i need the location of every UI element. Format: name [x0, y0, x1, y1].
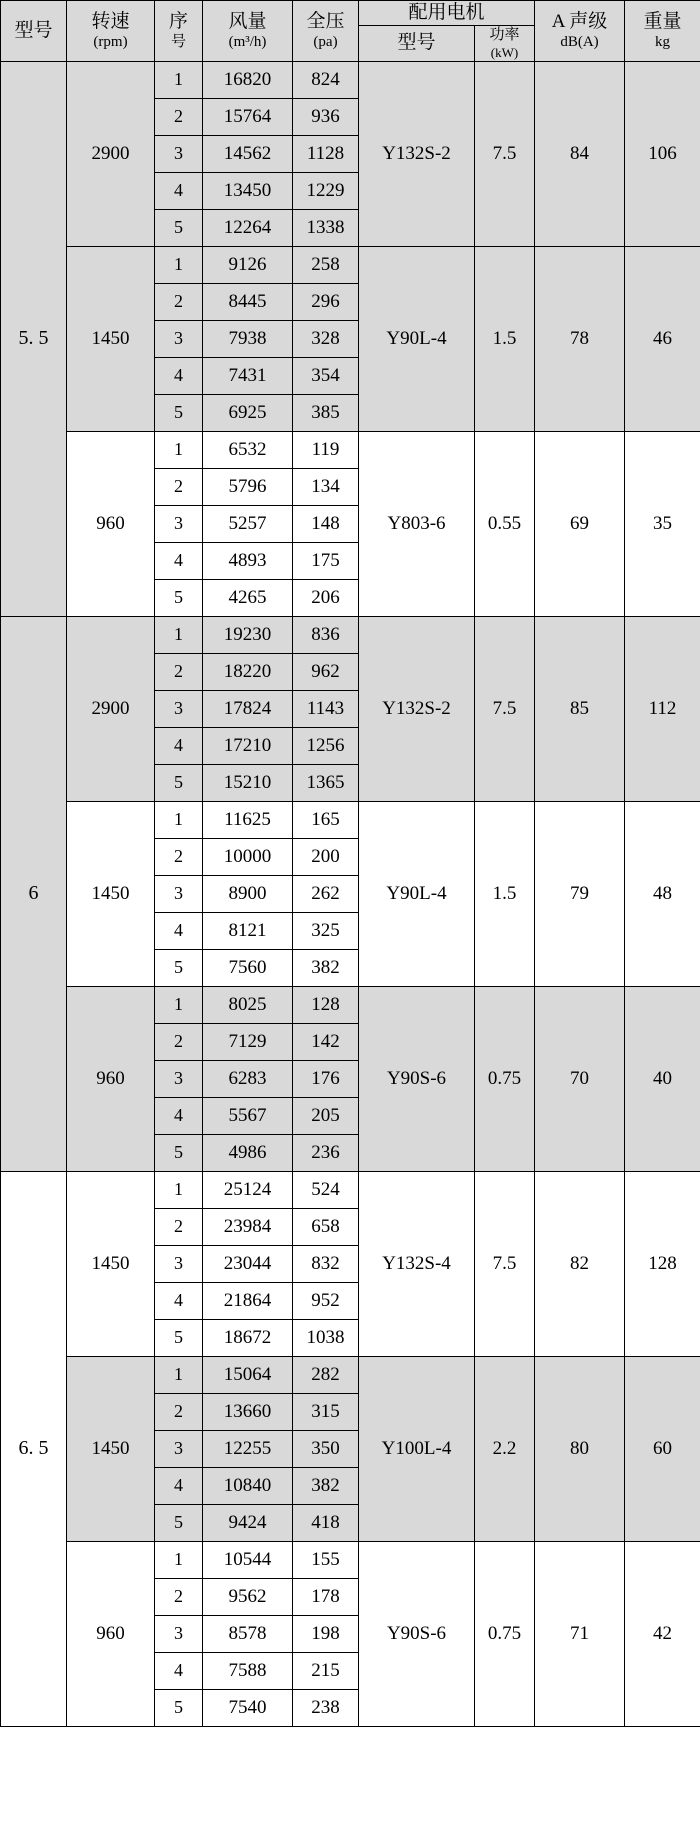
cell-flow: 6532 [203, 431, 293, 468]
cell-index: 2 [155, 468, 203, 505]
cell-flow: 13450 [203, 172, 293, 209]
cell-flow: 15764 [203, 98, 293, 135]
cell-index: 4 [155, 542, 203, 579]
cell-motor-power: 0.55 [475, 431, 535, 616]
cell-flow: 10000 [203, 838, 293, 875]
cell-rpm: 1450 [67, 801, 155, 986]
cell-index: 1 [155, 246, 203, 283]
cell-pressure: 658 [293, 1208, 359, 1245]
cell-index: 1 [155, 1541, 203, 1578]
cell-pressure: 1229 [293, 172, 359, 209]
cell-index: 5 [155, 949, 203, 986]
cell-flow: 4986 [203, 1134, 293, 1171]
cell-motor-power: 1.5 [475, 801, 535, 986]
cell-flow: 17824 [203, 690, 293, 727]
cell-motor-model: Y132S-4 [359, 1171, 475, 1356]
cell-pressure: 119 [293, 431, 359, 468]
cell-index: 2 [155, 1578, 203, 1615]
cell-weight: 112 [625, 616, 700, 801]
cell-pressure: 238 [293, 1689, 359, 1726]
cell-noise: 69 [535, 431, 625, 616]
header-motor-power [475, 25, 535, 61]
cell-flow: 5567 [203, 1097, 293, 1134]
cell-pressure: 1143 [293, 690, 359, 727]
cell-motor-power: 7.5 [475, 1171, 535, 1356]
cell-motor-model: Y100L-4 [359, 1356, 475, 1541]
cell-pressure: 936 [293, 98, 359, 135]
cell-flow: 23044 [203, 1245, 293, 1282]
cell-flow: 12264 [203, 209, 293, 246]
cell-weight: 60 [625, 1356, 700, 1541]
header-motor-power-line1: 功率 [489, 26, 520, 43]
cell-model: 6 [1, 616, 67, 1171]
cell-flow: 25124 [203, 1171, 293, 1208]
cell-motor-model: Y132S-2 [359, 61, 475, 246]
cell-flow: 8025 [203, 986, 293, 1023]
cell-weight: 106 [625, 61, 700, 246]
cell-rpm: 2900 [67, 61, 155, 246]
cell-flow: 13660 [203, 1393, 293, 1430]
cell-pressure: 962 [293, 653, 359, 690]
cell-motor-power: 2.2 [475, 1356, 535, 1541]
cell-flow: 8900 [203, 875, 293, 912]
cell-flow: 9562 [203, 1578, 293, 1615]
cell-flow: 5796 [203, 468, 293, 505]
cell-rpm: 1450 [67, 246, 155, 431]
table-row [1, 801, 700, 838]
cell-flow: 8445 [203, 283, 293, 320]
cell-index: 4 [155, 727, 203, 764]
cell-index: 4 [155, 1467, 203, 1504]
cell-pressure: 165 [293, 801, 359, 838]
cell-pressure: 1256 [293, 727, 359, 764]
cell-pressure: 282 [293, 1356, 359, 1393]
cell-flow: 23984 [203, 1208, 293, 1245]
cell-flow: 7431 [203, 357, 293, 394]
cell-pressure: 206 [293, 579, 359, 616]
cell-index: 5 [155, 579, 203, 616]
cell-pressure: 198 [293, 1615, 359, 1652]
table-row [1, 1541, 700, 1578]
cell-flow: 7540 [203, 1689, 293, 1726]
cell-pressure: 155 [293, 1541, 359, 1578]
cell-pressure: 418 [293, 1504, 359, 1541]
cell-pressure: 236 [293, 1134, 359, 1171]
header-flow [203, 1, 293, 62]
cell-noise: 82 [535, 1171, 625, 1356]
cell-flow: 7560 [203, 949, 293, 986]
cell-flow: 6283 [203, 1060, 293, 1097]
cell-rpm: 960 [67, 1541, 155, 1726]
cell-motor-model: Y90S-6 [359, 1541, 475, 1726]
cell-motor-power: 1.5 [475, 246, 535, 431]
header-index-line1: 序 [168, 10, 188, 32]
cell-motor-model: Y132S-2 [359, 616, 475, 801]
header-index-line2: 号 [170, 34, 186, 51]
cell-index: 5 [155, 394, 203, 431]
cell-flow: 7938 [203, 320, 293, 357]
header-rpm-main: 转速 [91, 10, 130, 32]
cell-index: 3 [155, 505, 203, 542]
header-rpm-unit: (rpm) [93, 34, 128, 51]
cell-pressure: 1128 [293, 135, 359, 172]
cell-flow: 6925 [203, 394, 293, 431]
cell-pressure: 142 [293, 1023, 359, 1060]
header-noise-line1: A 声级 [551, 10, 608, 32]
cell-flow: 10840 [203, 1467, 293, 1504]
cell-weight: 46 [625, 246, 700, 431]
cell-noise: 79 [535, 801, 625, 986]
table-row [1, 61, 700, 98]
cell-pressure: 824 [293, 61, 359, 98]
cell-pressure: 382 [293, 1467, 359, 1504]
table-row [1, 986, 700, 1023]
cell-index: 2 [155, 1208, 203, 1245]
header-pressure-main: 全压 [306, 10, 345, 32]
cell-index: 4 [155, 1097, 203, 1134]
cell-index: 3 [155, 1245, 203, 1282]
cell-flow: 11625 [203, 801, 293, 838]
cell-index: 5 [155, 209, 203, 246]
cell-noise: 71 [535, 1541, 625, 1726]
header-pressure [293, 1, 359, 62]
cell-flow: 8578 [203, 1615, 293, 1652]
cell-index: 5 [155, 1504, 203, 1541]
cell-flow: 18220 [203, 653, 293, 690]
cell-flow: 15064 [203, 1356, 293, 1393]
cell-pressure: 175 [293, 542, 359, 579]
cell-rpm: 2900 [67, 616, 155, 801]
cell-weight: 35 [625, 431, 700, 616]
header-flow-unit: (m³/h) [228, 34, 267, 51]
cell-pressure: 315 [293, 1393, 359, 1430]
cell-index: 2 [155, 98, 203, 135]
cell-pressure: 134 [293, 468, 359, 505]
cell-flow: 10544 [203, 1541, 293, 1578]
cell-index: 2 [155, 1023, 203, 1060]
cell-flow: 8121 [203, 912, 293, 949]
header-weight [625, 1, 700, 62]
cell-index: 3 [155, 1430, 203, 1467]
cell-rpm: 960 [67, 986, 155, 1171]
cell-weight: 42 [625, 1541, 700, 1726]
cell-index: 3 [155, 1615, 203, 1652]
cell-pressure: 148 [293, 505, 359, 542]
cell-index: 1 [155, 616, 203, 653]
cell-index: 2 [155, 838, 203, 875]
cell-pressure: 215 [293, 1652, 359, 1689]
table-row [1, 616, 700, 653]
cell-index: 1 [155, 1356, 203, 1393]
cell-model: 6. 5 [1, 1171, 67, 1726]
cell-noise: 85 [535, 616, 625, 801]
cell-flow: 15210 [203, 764, 293, 801]
cell-motor-power: 7.5 [475, 616, 535, 801]
cell-index: 4 [155, 357, 203, 394]
cell-flow: 7129 [203, 1023, 293, 1060]
cell-index: 2 [155, 1393, 203, 1430]
cell-index: 3 [155, 875, 203, 912]
cell-index: 4 [155, 1652, 203, 1689]
cell-flow: 12255 [203, 1430, 293, 1467]
header-noise [535, 1, 625, 62]
header-pressure-unit: (pa) [313, 34, 338, 51]
cell-pressure: 258 [293, 246, 359, 283]
cell-noise: 80 [535, 1356, 625, 1541]
cell-index: 5 [155, 764, 203, 801]
cell-index: 5 [155, 1319, 203, 1356]
cell-motor-power: 7.5 [475, 61, 535, 246]
header-motor-group: 配用电机 [359, 1, 535, 26]
cell-index: 4 [155, 1282, 203, 1319]
cell-motor-power: 0.75 [475, 986, 535, 1171]
cell-noise: 78 [535, 246, 625, 431]
cell-index: 3 [155, 1060, 203, 1097]
cell-index: 3 [155, 690, 203, 727]
cell-flow: 14562 [203, 135, 293, 172]
cell-pressure: 1365 [293, 764, 359, 801]
cell-flow: 4265 [203, 579, 293, 616]
cell-pressure: 1338 [293, 209, 359, 246]
cell-flow: 9126 [203, 246, 293, 283]
cell-flow: 9424 [203, 1504, 293, 1541]
cell-weight: 40 [625, 986, 700, 1171]
header-row-1 [1, 1, 700, 26]
header-motor-power-line2: (kW) [490, 44, 519, 60]
cell-pressure: 325 [293, 912, 359, 949]
cell-noise: 70 [535, 986, 625, 1171]
cell-pressure: 350 [293, 1430, 359, 1467]
cell-weight: 128 [625, 1171, 700, 1356]
cell-index: 4 [155, 912, 203, 949]
cell-motor-power: 0.75 [475, 1541, 535, 1726]
cell-pressure: 836 [293, 616, 359, 653]
cell-pressure: 382 [293, 949, 359, 986]
cell-pressure: 262 [293, 875, 359, 912]
cell-flow: 7588 [203, 1652, 293, 1689]
table-header [1, 1, 700, 62]
cell-flow: 19230 [203, 616, 293, 653]
cell-pressure: 128 [293, 986, 359, 1023]
cell-pressure: 354 [293, 357, 359, 394]
header-rpm [67, 1, 155, 62]
cell-pressure: 296 [293, 283, 359, 320]
cell-motor-model: Y90L-4 [359, 246, 475, 431]
table-row [1, 1356, 700, 1393]
cell-pressure: 205 [293, 1097, 359, 1134]
cell-index: 2 [155, 653, 203, 690]
header-index [155, 1, 203, 62]
cell-flow: 18672 [203, 1319, 293, 1356]
cell-rpm: 1450 [67, 1356, 155, 1541]
cell-pressure: 1038 [293, 1319, 359, 1356]
cell-index: 5 [155, 1689, 203, 1726]
cell-index: 1 [155, 801, 203, 838]
table-row [1, 246, 700, 283]
cell-motor-model: Y803-6 [359, 431, 475, 616]
header-weight-line1: 重量 [643, 10, 682, 32]
cell-index: 2 [155, 283, 203, 320]
cell-index: 1 [155, 431, 203, 468]
header-weight-line2: kg [655, 34, 671, 51]
cell-pressure: 178 [293, 1578, 359, 1615]
cell-index: 1 [155, 986, 203, 1023]
cell-index: 4 [155, 172, 203, 209]
cell-pressure: 832 [293, 1245, 359, 1282]
cell-pressure: 200 [293, 838, 359, 875]
cell-flow: 5257 [203, 505, 293, 542]
cell-rpm: 1450 [67, 1171, 155, 1356]
cell-pressure: 385 [293, 394, 359, 431]
header-noise-line2: dB(A) [560, 34, 599, 51]
cell-index: 3 [155, 320, 203, 357]
header-motor-model: 型号 [359, 25, 475, 61]
cell-model: 5. 5 [1, 61, 67, 616]
cell-index: 1 [155, 1171, 203, 1208]
table-row [1, 1171, 700, 1208]
cell-pressure: 952 [293, 1282, 359, 1319]
table-body [1, 61, 700, 1726]
cell-flow: 16820 [203, 61, 293, 98]
table-row [1, 431, 700, 468]
cell-rpm: 960 [67, 431, 155, 616]
cell-flow: 4893 [203, 542, 293, 579]
cell-motor-model: Y90L-4 [359, 801, 475, 986]
header-flow-main: 风量 [228, 10, 267, 32]
cell-noise: 84 [535, 61, 625, 246]
cell-pressure: 328 [293, 320, 359, 357]
cell-flow: 17210 [203, 727, 293, 764]
cell-flow: 21864 [203, 1282, 293, 1319]
header-model: 型号 [1, 1, 67, 62]
cell-weight: 48 [625, 801, 700, 986]
cell-index: 5 [155, 1134, 203, 1171]
cell-index: 3 [155, 135, 203, 172]
cell-motor-model: Y90S-6 [359, 986, 475, 1171]
cell-pressure: 524 [293, 1171, 359, 1208]
cell-index: 1 [155, 61, 203, 98]
cell-pressure: 176 [293, 1060, 359, 1097]
